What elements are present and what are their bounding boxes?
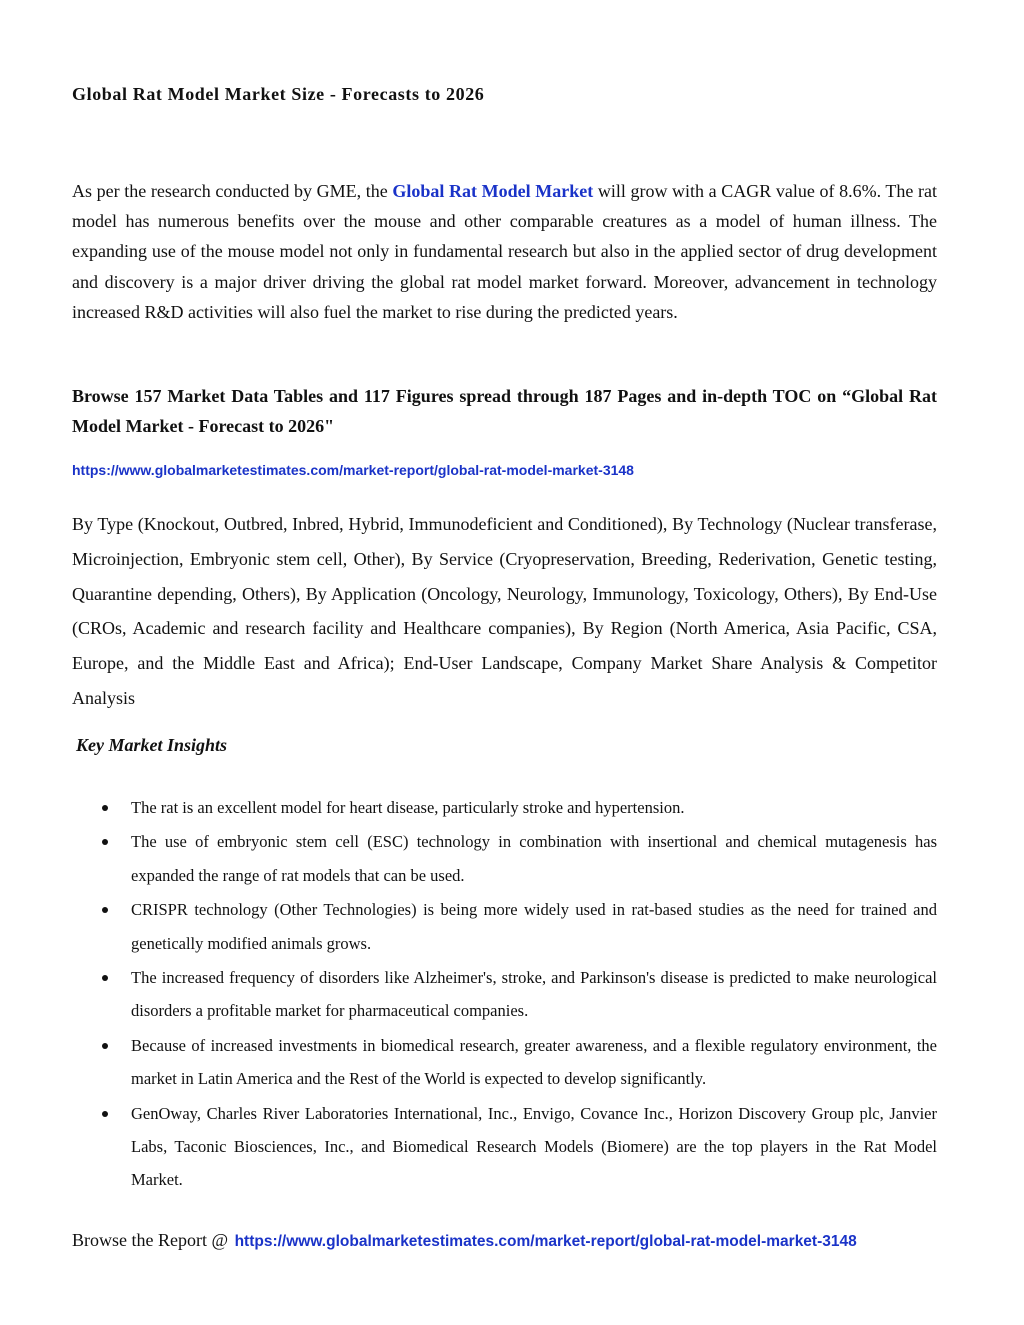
list-item-text: GenOway, Charles River Laboratories International, Inc., Envigo, Covance Inc., Horizon Discovery Group plc, Janvier Labs, Taconic Biosciences, Inc., and Biomedical Research Models (Biomere) are the top players in the Rat Model Market. (131, 1103, 937, 1190)
browse-heading: Browse 157 Market Data Tables and 117 Figures spread through 187 Pages and in-depth TOC on “Global Rat Model Market - Forecast to 2026" (72, 386, 937, 436)
list-item (72, 893, 937, 960)
list-item-text: Because of increased investments in biomedical research, greater awareness, and a flexible regulatory environment, the market in Latin America and the Rest of the World is expected to develop significantly. (131, 1035, 937, 1089)
list-item-text: The rat is an excellent model for heart disease, particularly stroke and hypertension. (131, 798, 685, 817)
list-item (72, 825, 937, 892)
footer-browse-line (72, 1230, 952, 1251)
bullet-icon (102, 1111, 108, 1117)
footer-label: Browse the Report @ (72, 1230, 233, 1250)
list-item (72, 1097, 937, 1197)
intro-text-start: As per the research conducted by GME, the (72, 181, 393, 201)
page-title: Global Rat Model Market Size - Forecasts to 2026 (72, 84, 485, 104)
segmentation-paragraph: By Type (Knockout, Outbred, Inbred, Hybrid, Immunodeficient and Conditioned), By Technology (Nuclear transferase, Microinjection, Embryonic stem cell, Other), By Service (Cryopreservation, Breeding, Rederivation, Genetic testing, Quarantine depending, Others), By Application (Oncology, Neurology, Immunology, Toxicology, Others), By End-Use (CROs, Academic and research facility and Healthcare companies), By Region (North America, Asia Pacific, CSA, Europe, and the Middle East and Africa); End-User Landscape, Company Market Share Analysis & Competitor Analysis (72, 514, 937, 708)
footer-report-link[interactable]: https://www.globalmarketestimates.com/market-report/global-rat-model-market-3148 (234, 1233, 857, 1250)
insights-list (72, 791, 937, 1198)
insights-heading: Key Market Insights (76, 735, 228, 755)
list-item-text: The increased frequency of disorders like Alzheimer's, stroke, and Parkinson's disease is predicted to make neurological disorders a profitable market for pharmaceutical companies. (131, 968, 937, 1021)
bullet-icon (102, 1043, 108, 1049)
list-item-text: CRISPR technology (Other Technologies) is being more widely used in rat-based studies as the need for trained and genetically modified animals grows. (131, 900, 937, 953)
intro-text-rest: will grow with a CAGR value of 8.6%. The rat model has numerous benefits over the mouse and other comparable creatures as a model of human illness. The expanding use of the mouse model not only in fundamental research but also in the applied sector of drug development and discovery is a major driver driving the global rat model market forward. Moreover, advancement in technology increased R&D activities will also fuel the market to rise during the predicted years. (72, 181, 938, 322)
intro-paragraph (72, 176, 937, 327)
market-name-highlight: Global Rat Model Market (392, 181, 594, 201)
report-link[interactable]: https://www.globalmarketestimates.com/market-report/global-rat-model-market-3148 (72, 462, 634, 478)
list-item (72, 961, 937, 1028)
list-item-text: The use of embryonic stem cell (ESC) technology in combination with insertional and chemical mutagenesis has expanded the range of rat models that can be used. (131, 832, 937, 885)
list-item (72, 1029, 937, 1096)
bullet-icon (102, 975, 108, 981)
list-item (72, 791, 937, 824)
bullet-icon (102, 907, 108, 913)
bullet-icon (102, 805, 108, 811)
bullet-icon (102, 839, 108, 845)
